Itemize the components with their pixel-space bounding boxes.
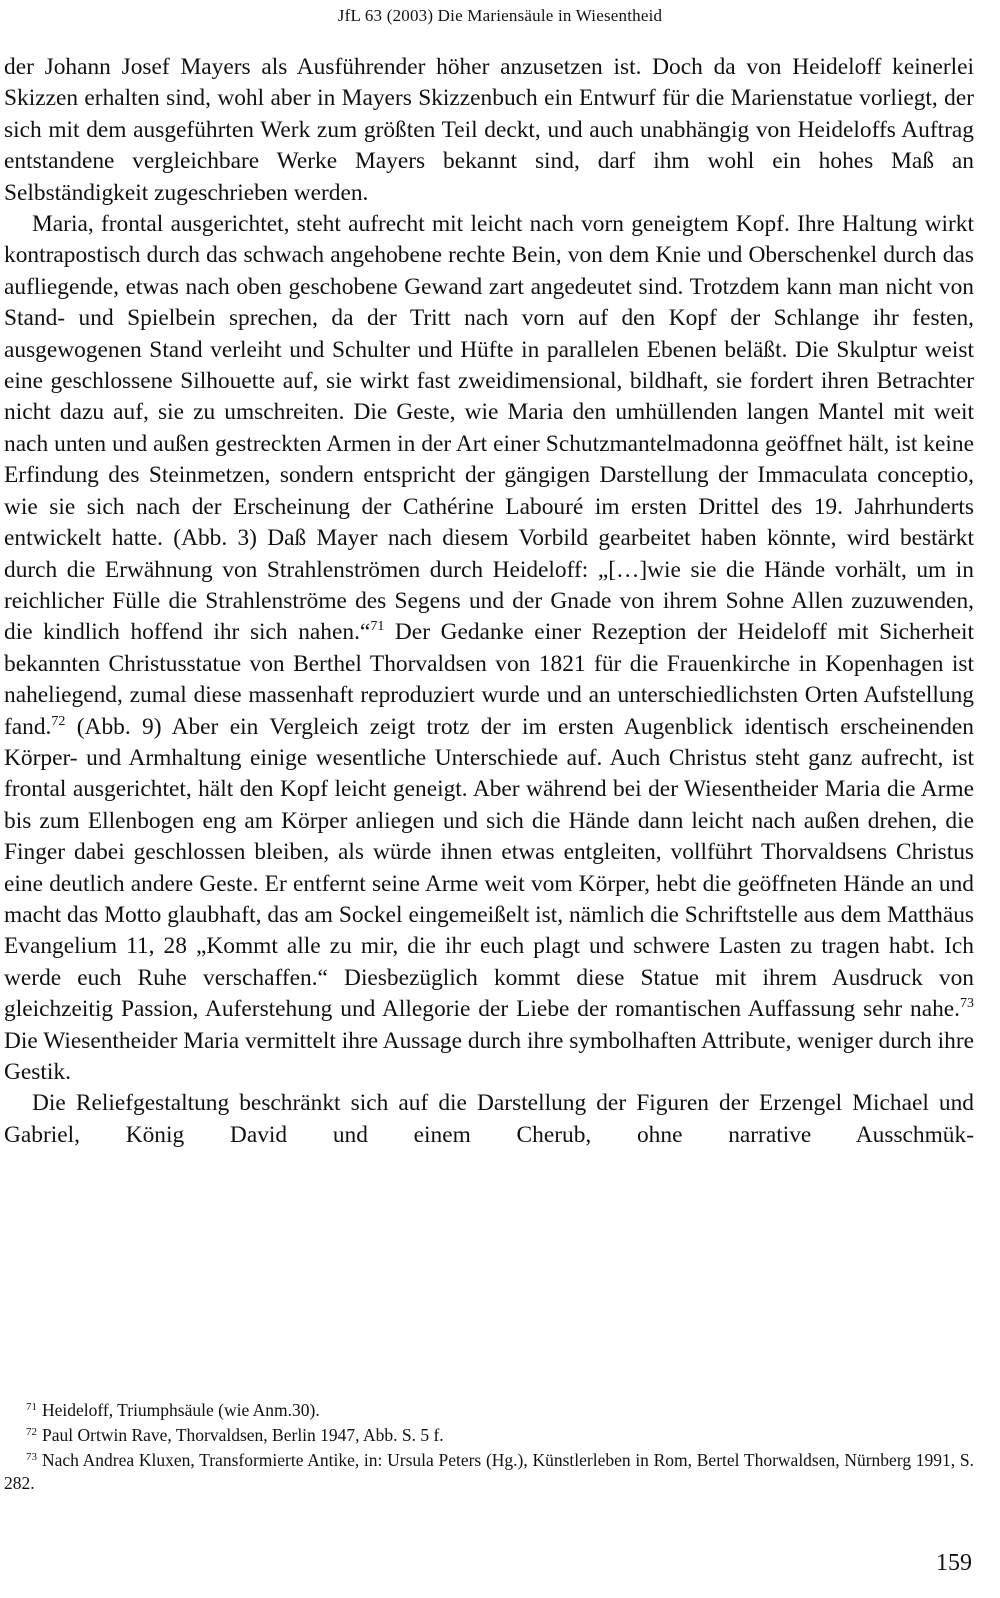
paragraph-1 (4, 52, 974, 209)
footnote-text: Nach Andrea Kluxen, Transformierte Antike, in: Ursula Peters (Hg.), Künstlerleben in Rom, Bertel Thorwaldsen, Nürnberg 1991, S. 282. (4, 1450, 974, 1493)
paragraph-2-text-d: Die Wiesentheider Maria vermittelt ihre Aussage durch ihre symbolhaften Attribute, weniger durch ihre Gestik. (4, 1027, 974, 1085)
footnote-73 (4, 1449, 974, 1495)
footnote-number: 73 (26, 1451, 37, 1463)
body-text (4, 52, 974, 1151)
paragraph-3-text: Die Reliefgestaltung beschränkt sich auf die Darstellung der Figuren der Erzengel Michael und Gabriel, König David und einem Cherub, ohne narrative Ausschmük- (4, 1090, 974, 1148)
footnote-text: Paul Ortwin Rave, Thorvaldsen, Berlin 1947, Abb. S. 5 f. (42, 1425, 444, 1445)
paragraph-1-text: der Johann Josef Mayers als Ausführender höher anzusetzen ist. Doch da von Heideloff keinerlei Skizzen erhalten sind, wohl aber in Mayers Skizzenbuch ein Entwurf für die Marienstatue vorliegt, der sich mit dem ausgeführten Werk zum größten Teil deckt, und auch unabhängig von Heideloffs Auftrag entstandene vergleichbare Werke Mayers bekannt sind, darf ihm wohl ein hohes Maß an Selbständigkeit zugeschrieben werden. (4, 54, 974, 206)
footnote-ref-71[interactable]: 71 (370, 619, 385, 635)
paragraph-2-text-a: Maria, frontal ausgerichtet, steht aufrecht mit leicht nach vorn geneigtem Kopf. Ihre Haltung wirkt kontrapostisch durch das schwach angehobene rechte Bein, von dem Knie und Oberschenkel durch das aufliegende, etwas nach oben geschobene Gewand zart angedeutet sind. Trotzdem kann man nicht von Stand- und Spielbein sprechen, da der Tritt nach vorn auf den Kopf der Schlange ihr festen, ausgewogenen Stand verleiht und Schulter und Hüfte in parallelen Ebenen beläßt. Die Skulptur weist eine geschlossene Silhouette auf, sie wirkt fast zweidimensional, bildhaft, sie fordert ihren Betrachter nicht dazu auf, sie zu umschreiten. Die Geste, wie Maria den umhüllenden langen Mantel mit weit nach unten und außen gestreckten Armen in der Art einer Schutzmantelmadonna geöffnet hält, ist keine Erfindung des Steinmetzen, sondern entspricht der gängigen Darstellung der Immaculata conceptio, wie sie sich nach der Erscheinung der Cathérine Labouré im ersten Drittel des 19. Jahrhunderts entwickelt hatte. (Abb. 3) Daß Mayer nach diesem Vorbild gearbeitet haben könnte, wird bestärkt durch die Erwähnung von Strahlenströmen durch Heideloff: „[…]wie sie die Hände vorhält, um in reichlicher Fülle die Strahlenströme des Segens und der Gnade von ihrem Sohne Allen zuzuwenden, die kindlich hoffend ihr sich nahen.“ (4, 211, 974, 646)
running-header: JfL 63 (2003) Die Mariensäule in Wiesentheid (337, 6, 663, 25)
page-number: 159 (936, 1550, 972, 1576)
footnotes (4, 1399, 974, 1497)
footnote-number: 72 (26, 1426, 37, 1438)
paragraph-2-text-b: Der Gedanke einer Rezeption der Heideloff mit Sicherheit bekannten Christusstatue von Berthel Thorvaldsen von 1821 für die Frauenkirche in Kopenhagen ist naheliegend, zumal diese massenhaft reproduziert wurde und an unterschiedlichsten Orten Aufstellung fand. (4, 619, 974, 740)
footnote-number: 71 (26, 1401, 37, 1413)
footnote-71 (4, 1399, 974, 1422)
footnote-text: Heideloff, Triumphsäule (wie Anm.30). (42, 1400, 320, 1420)
paragraph-2-text-c: (Abb. 9) Aber ein Vergleich zeigt trotz der im ersten Augenblick identisch erscheinenden Körper- und Armhaltung einige wesentliche Unterschiede auf. Auch Christus steht ganz aufrecht, ist frontal ausgerichtet, hält den Kopf leicht geneigt. Aber während bei der Wiesentheider Maria die Arme bis zum Ellenbogen eng am Körper anliegen und sich die Hände dann leicht nach außen drehen, die Finger dabei geschlossen bleiben, als würde ihnen etwas entgleiten, vollführt Thorvaldsens Christus eine deutlich andere Geste. Er entfernt seine Arme weit vom Körper, hebt die geöffneten Hände an und macht das Motto glaubhaft, das am Sockel eingemeißelt ist, nämlich die Schriftstelle aus dem Matthäus Evangelium 11, 28 „Kommt alle zu mir, die ihr euch plagt und schwere Lasten zu tragen habt. Ich werde euch Ruhe verschaffen.“ Diesbezüglich kommt diese Statue mit ihrem Ausdruck von gleichzeitig Passion, Auferstehung und Allegorie der Liebe der romantischen Auffassung sehr nahe. (4, 713, 974, 1023)
footnote-ref-73[interactable]: 73 (960, 996, 974, 1012)
paragraph-2 (4, 209, 974, 1088)
footnote-72 (4, 1424, 974, 1447)
footnote-ref-72[interactable]: 72 (51, 713, 66, 729)
paragraph-3 (4, 1088, 974, 1151)
